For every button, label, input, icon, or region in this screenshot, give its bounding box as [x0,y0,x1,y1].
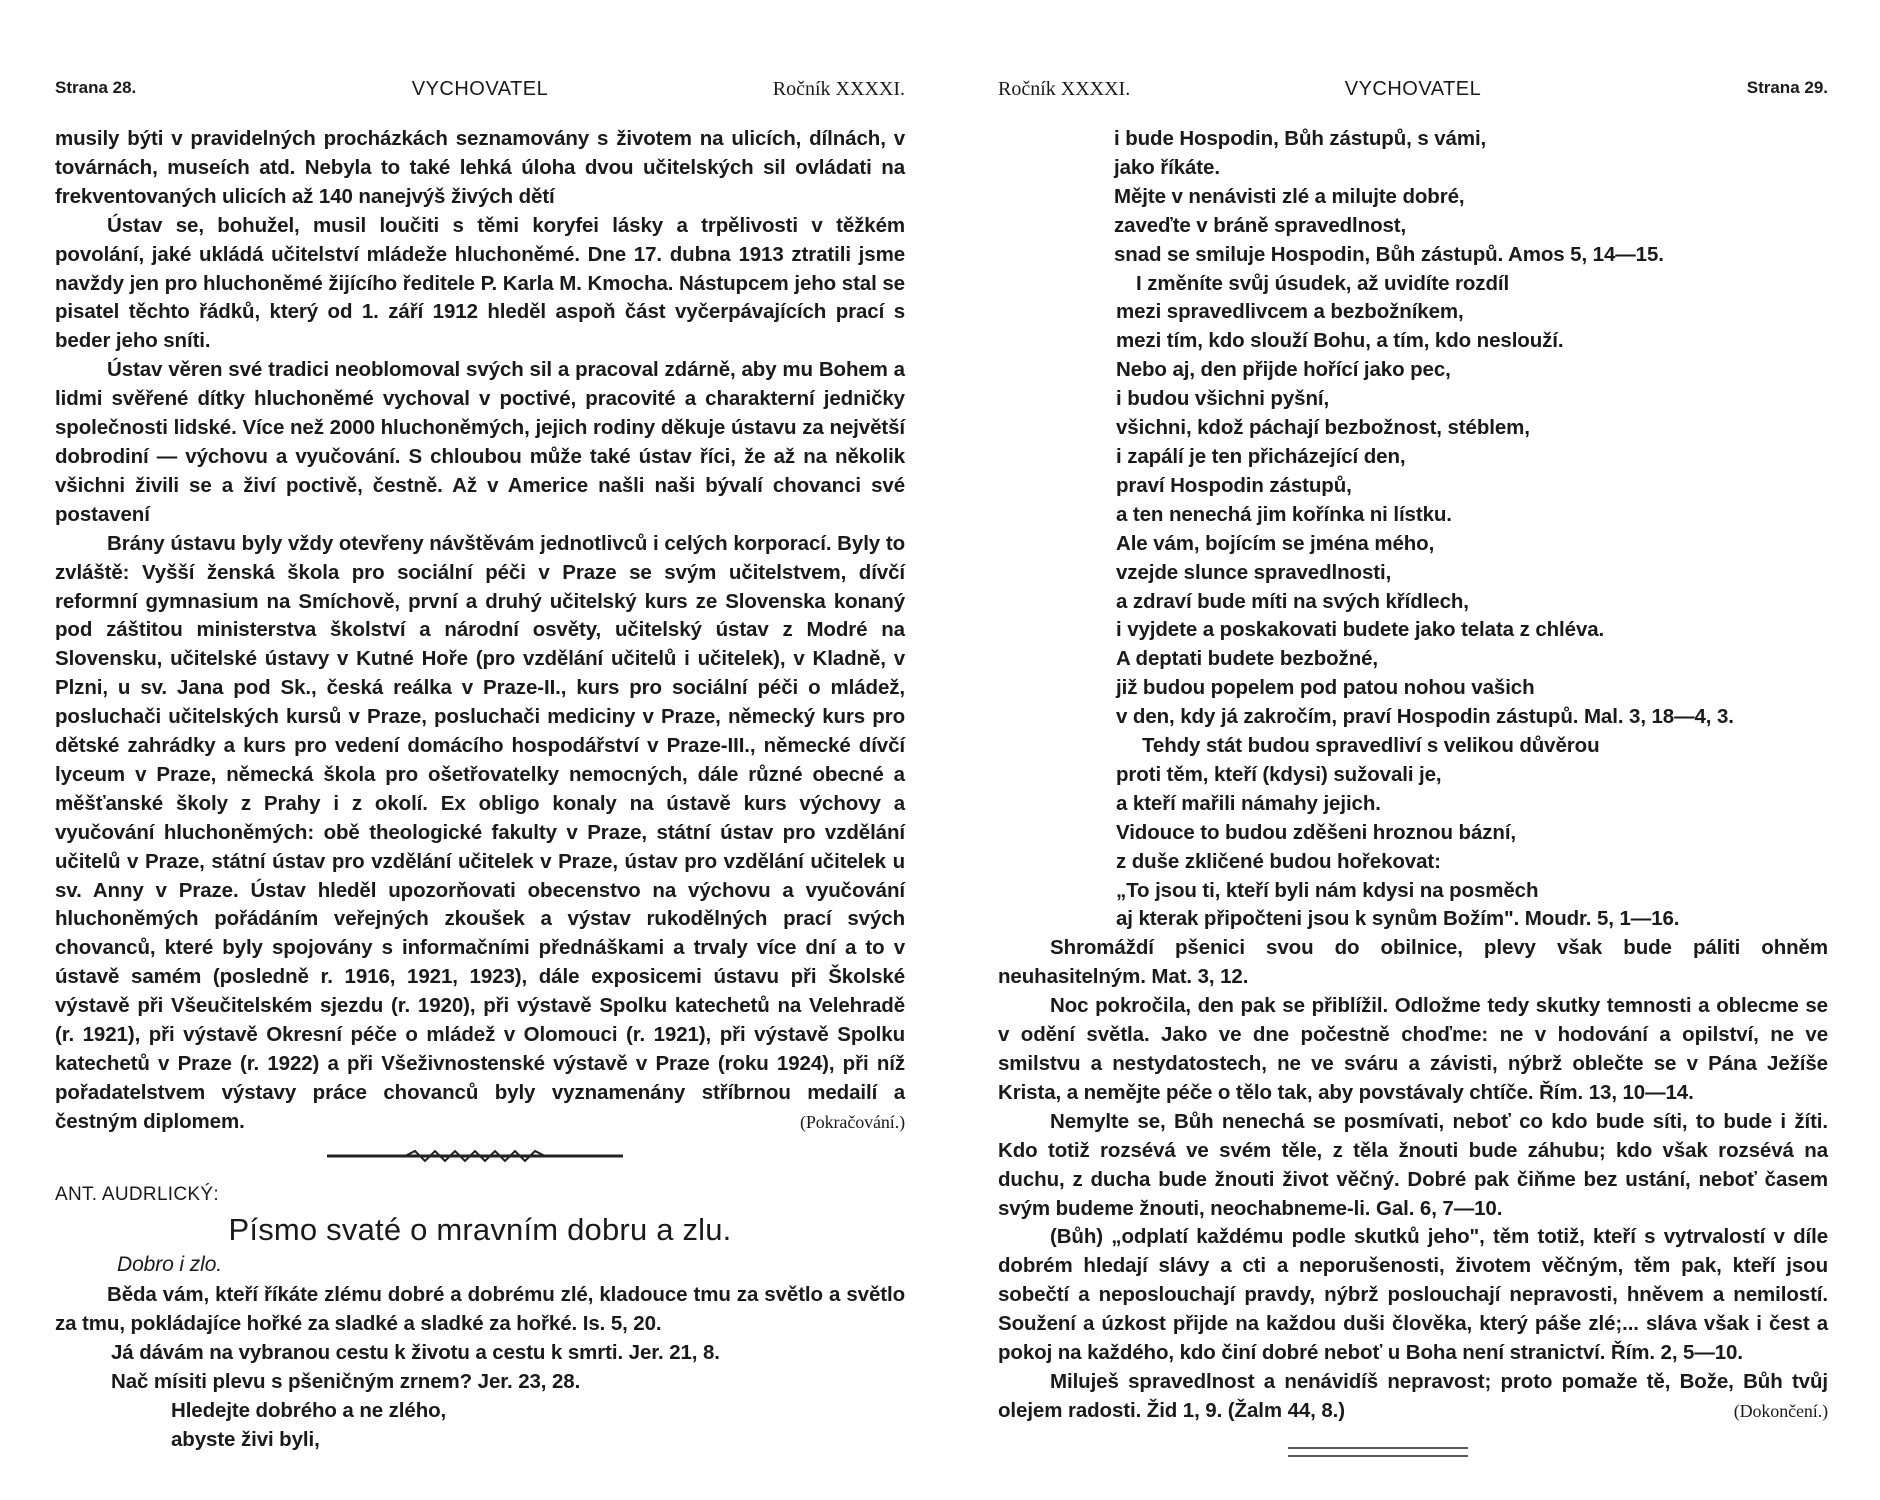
verse-line: Nač mísiti plevu s pšeničným zrnem? Jer. 23, 28. [111,1370,581,1394]
volume-label: Ročník XXXXI. [772,78,905,100]
verse-line: a ten nenechá jim kořínka ni lístku. [1116,502,1452,526]
ornament-divider [55,1143,895,1167]
volume-label: Ročník XXXXI. [998,78,1131,100]
verse-block [998,732,1828,934]
paragraph: Ústav se, bohužel, musil loučiti s těmi koryfei lásky a trpělivosti v těžkém povolání, jaké ukládá učitelství mládeže hluchoněmé. Dne 17. dubna 1913 ztratili jsme navždy jen pro hluchoněmé žijícího ředitele P. Karla M. Kmocha. Nástupcem jeho stal se pisatel těchto řádků, který od 1. září 1912 hleděl aspoň část vyčerpávajících prací s beder jeho sníti. [55,213,905,353]
verse-line: A deptati budete bezbožné, [1116,647,1379,671]
right-page [970,0,1880,1500]
journal-title: VYCHOVATEL [411,78,549,100]
verse-line: abyste živi byli, [171,1427,320,1451]
verse-line: Nebo aj, den přijde hořící jako pec, [1116,358,1451,382]
verse-line: Vidouce to budou zděšeni hroznou bázní, [1116,820,1517,844]
verse-line: v den, kdy já zakročím, praví Hospodin zástupů. Mal. 3, 18—4, 3. [1116,705,1734,729]
verse-line: mezi tím, kdo slouží Bohu, a tím, kdo neslouží. [1116,329,1564,353]
verse-line: praví Hospodin zástupů, [1116,473,1352,497]
section-subheading: Dobro i zlo. [117,1252,223,1276]
verse-line: jako říkáte. [1114,155,1220,179]
paragraph: musily býti v pravidelných procházkách seznamovány s životem na ulicích, dílnách, v továrnách, museích atd. Nebyla to také lehká úloha dvou učitelských sil ovládati na frekventovaných ulicích až 140 nanejvýš živých dětí [55,127,905,208]
verse-line: Já dávám na vybranou cestu k životu a cestu k smrti. Jer. 21, 8. [111,1341,720,1365]
verse-line: „To jsou ti, kteří byli nám kdysi na posměch [1116,878,1539,902]
verse-line: i bude Hospodin, Bůh zástupů, s vámi, [1114,127,1487,150]
verse-block [998,125,1828,270]
concluded-note: (Dokončení.) [1733,1400,1828,1421]
running-head [55,78,905,108]
journal-title: VYCHOVATEL [1344,78,1482,100]
verse-line: i vyjdete a poskakovati budete jako telata z chléva. [1116,618,1605,642]
paragraph [55,530,905,1137]
running-head [998,78,1828,108]
paragraph-text: Brány ústavu byly vždy otevřeny návštěvám jednotlivců i celých korporací. Byly to zvláště: Vyšší ženská škola pro sociální péči v Praze se svým učitelstvem, dívčí reformní gymnasium na Smíchově, první a druhý učitelský kurs ze Slovenska konaný pod záštitou ministerstva školství a národní osvěty, učitelský ústav z Modré na Slovensku, učitelské ústavy v Kutné Hoře (pro vzdělání učitelů i učitelek), v Kladně, v Plzni, u sv. Jana pod Sk., česká reálka v Praze-II., kurs pro sociální péči o mládež, posluchači učitelských kursů v Praze, posluchači mediciny v Praze, německý kurs pro dětské zahrádky a kurs pro vedení domácího hospodářství v Praze-III., německé dívčí lyceum v Praze, německá škola pro ošetřovatelky nemocných, dále různé obecné a měšťanské školy z Prahy i z okolí. Ex obligo konaly na ústavě kurs výchovy a vyučování hluchoněmých: obě theologické fakulty v Praze, státní ústav pro vzdělání učitelů v Praze, státní ústav pro vzdělání učitelek v Praze, ústav pro vzdělání učitelek u sv. Anny v Praze. Ústav hleděl upozorňovati obecenstvo na výchovu a vyučování hluchoněmých pořádáním veřejných zkoušek a výstav rukodělných prací svých chovanců, které byly spojovány s informačními přednáškami a trvaly více dní a to v ústavě samém (posledně r. 1916, 1921, 1923), dále exposicemi ústavu při Školské výstavě při Všeučitelském sjezdu (r. 1920), při výstavě Spolku katechetů na Velehradě (r. 1921), při výstavě Okresní péče o mládež v Olomouci (r. 1921), při výstavě Spolku katechetů v Praze (r. 1922) a při Všeživnostenské výstavě v Praze (roku 1924), při níž pořadatelstvem výstavy práce chovanců byly vyznamenány stříbrnou medailí a čestným diplomem. [55,531,905,1133]
verse-line: Tehdy stát budou spravedliví s velikou důvěrou [1142,734,1600,758]
paragraph: (Bůh) „odplatí každému podle skutků jeho", těm totiž, kteří s vytrvalostí v díle dobrém hledají slávy a cti a neporušenosti, životem věčným, těm pak, kteří jsou sobečtí a neposlouchají pravdy, nýbrž poslouchají nepravosti, hněvem a nemilostí. Soužení a úzkost přijde na každou duši člověka, který páše zlé;... sláva však i čest a pokoj na každého, kdo činí dobré neboť u Boha není stranictví. Řím. 2, 5—10. [998,1225,1828,1365]
verse-line: Ale vám, bojícím se jména mého, [1116,531,1435,555]
paragraph: Shromáždí pšenici svou do obilnice, plevy však bude páliti ohněm neuhasitelným. Mat. 3, 12. [998,936,1828,989]
verse-line: vzejde slunce spravedlnosti, [1116,560,1392,584]
verse-line: všichni, kdož páchají bezbožnost, stéblem, [1116,416,1530,440]
verse-line: proti těm, kteří (kdysi) sužovali je, [1116,762,1442,786]
left-page [0,0,930,1500]
verse-line: již budou popelem pod patou nohou vašich [1116,676,1535,700]
verse-line: snad se smiluje Hospodin, Bůh zástupů. Amos 5, 14—15. [1114,242,1664,266]
paragraph: Běda vám, kteří říkáte zlému dobré a dobrému zlé, kladouce tmu za světlo a světlo za tmu, pokládajíce hořké za sladké a sladké za hořké. Is. 5, 20. [55,1283,905,1336]
continued-note: (Pokračování.) [799,1111,905,1132]
paragraph [998,1368,1828,1426]
verse-line: z duše zkličené budou hořekovat: [1116,849,1441,873]
verse-line: zaveďte v bráně spravedlnost, [1114,213,1407,237]
left-column [55,125,905,1455]
verse-line: I změníte svůj úsudek, až uvidíte rozdíl [1136,271,1510,295]
right-column [998,125,1828,1464]
paragraph: Ústav věren své tradici neoblomoval svých sil a pracoval zdárně, aby mu Bohem a lidmi svěřené dítky hluchoněmé vychoval v poctivé, pracovité a charakterní jedničky společnosti lidské. Více než 2000 hluchoněmých, jejich rodiny děkuje ústavu za největší dobrodiní — výchovu a vyučování. S chloubou může také ústav říci, že až na několik všichni živili se a živí poctivě, čestně. Až v Americe našli naši bývalí chovanci své postavení [55,358,905,526]
article-author: ANT. AUDRLICKÝ: [55,1183,219,1205]
closing-rule [1218,1440,1598,1464]
verse-line: Hledejte dobrého a ne zlého, [171,1399,447,1423]
page-number: Strana 28. [55,78,137,97]
verse-block [998,270,1828,733]
paragraph-text: Miluješ spravedlnost a nenávidíš nepravost; proto pomaže tě, Bože, Bůh tvůj olejem radosti. Žid 1, 9. (Žalm 44, 8.) [998,1369,1828,1422]
verse-line: mezi spravedlivcem a bezbožníkem, [1116,300,1464,324]
paragraph: Nemylte se, Bůh nenechá se posmívati, neboť co kdo bude síti, to bude i žíti. Kdo totiž rozsévá ve svém těle, z těla žnouti bude záhubu; kdo však rozsévá na duchu, z ducha bude žnouti život věčný. Dobré pak čiňme bez ustání, neboť časem svým budeme žnouti, neochabneme-li. Gal. 6, 7—10. [998,1109,1828,1220]
verse-line: a zdraví bude míti na svých křídlech, [1116,589,1469,613]
verse-line: aj kterak připočteni jsou k synům Božím". Moudr. 5, 1—16. [1116,907,1680,931]
article-title: Písmo svaté o mravním dobru a zlu. [228,1211,732,1247]
verse-line: i zapálí je ten přicházející den, [1116,444,1406,468]
verse-line: i budou všichni pyšní, [1116,387,1330,411]
paragraph: Noc pokročila, den pak se přiblížil. Odložme tedy skutky temnosti a oblecme se v odění světla. Jako ve dne počestně choďme: ne v hodování a opilství, ne ve smilstvu a nestydatostech, ne ve sváru a závisti, nýbrž oblečte se v Pána Ježíše Krista, a nemějte péče o tělo tak, aby povstávaly chtíče. Řím. 13, 10—14. [998,994,1828,1104]
verse-line: Mějte v nenávisti zlé a milujte dobré, [1114,184,1465,208]
page-number: Strana 29. [1746,78,1828,97]
verse-line: a kteří mařili námahy jejich. [1116,791,1381,815]
